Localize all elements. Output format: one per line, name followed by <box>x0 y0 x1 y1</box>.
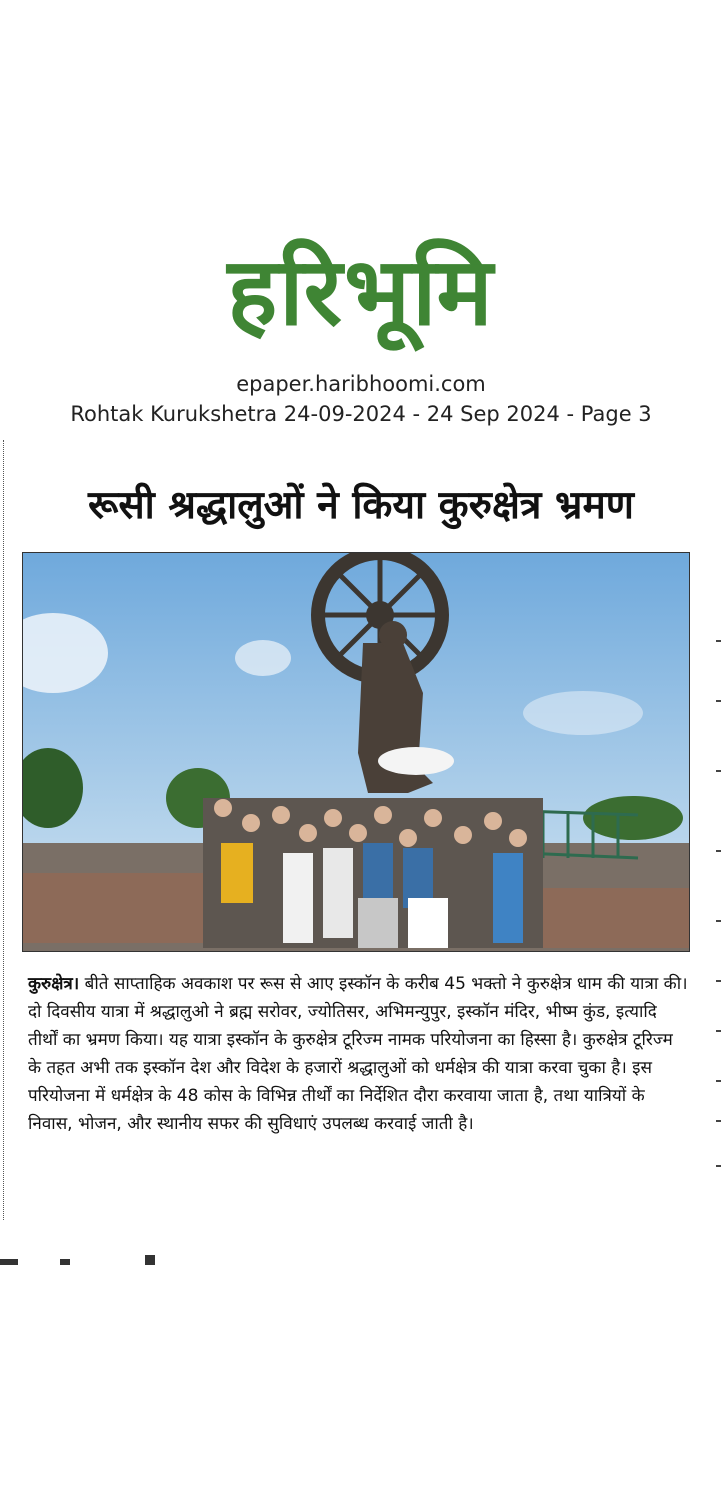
scan-edge <box>0 434 722 440</box>
newspaper-logo: हरिभूमि <box>227 238 495 347</box>
cropped-next-article <box>0 1252 200 1266</box>
dateline: कुरुक्षेत्र। <box>28 974 80 994</box>
article-headline: रूसी श्रद्धालुओं ने किया कुरुक्षेत्र भ्रमण <box>88 483 634 528</box>
column-rule <box>3 440 5 1220</box>
group-photo <box>22 552 690 952</box>
edition-line: Rohtak Kurukshetra 24-09-2024 - 24 Sep 2024 - Page 3 <box>70 402 652 426</box>
adjacent-column-marks <box>712 620 722 1180</box>
epaper-url[interactable]: epaper.haribhoomi.com <box>236 372 486 396</box>
article-body-text: बीते साप्ताहिक अवकाश पर रूस से आए इस्कॉन के करीब 45 भक्तो ने कुरुक्षेत्र धाम की यात्रा की। दो दिवसीय यात्रा में श्रद्धालुओ ने ब्रह्म सरोवर, ज्योतिसर, अभिमन्युपुर, इस्कॉन मंदिर, भीष्म कुंड, इत्यादि तीर्थों का भ्रमण किया। यह यात्रा इस्कॉन के कुरुक्षेत्र टूरिज्म नामक परियोजना का हिस्सा है। कुरुक्षेत्र टूरिज्म के तहत अभी तक इस्कॉन देश और विदेश के हजारों श्रद्धालुओं को धर्मक्षेत्र की यात्रा करवा चुका है। इस परियोजना में धर्मक्षेत्र के 48 कोस के विभिन्न तीर्थों का निर्देशित दौरा करवाया जाता है, तथा यात्रियों के निवास, भोजन, और स्थानीय सफर की सुविधाएं उपलब्ध करवाई जाती है। <box>28 974 688 1134</box>
photo-illustration <box>23 553 689 951</box>
article-body <box>28 970 688 1138</box>
masthead <box>0 238 722 348</box>
